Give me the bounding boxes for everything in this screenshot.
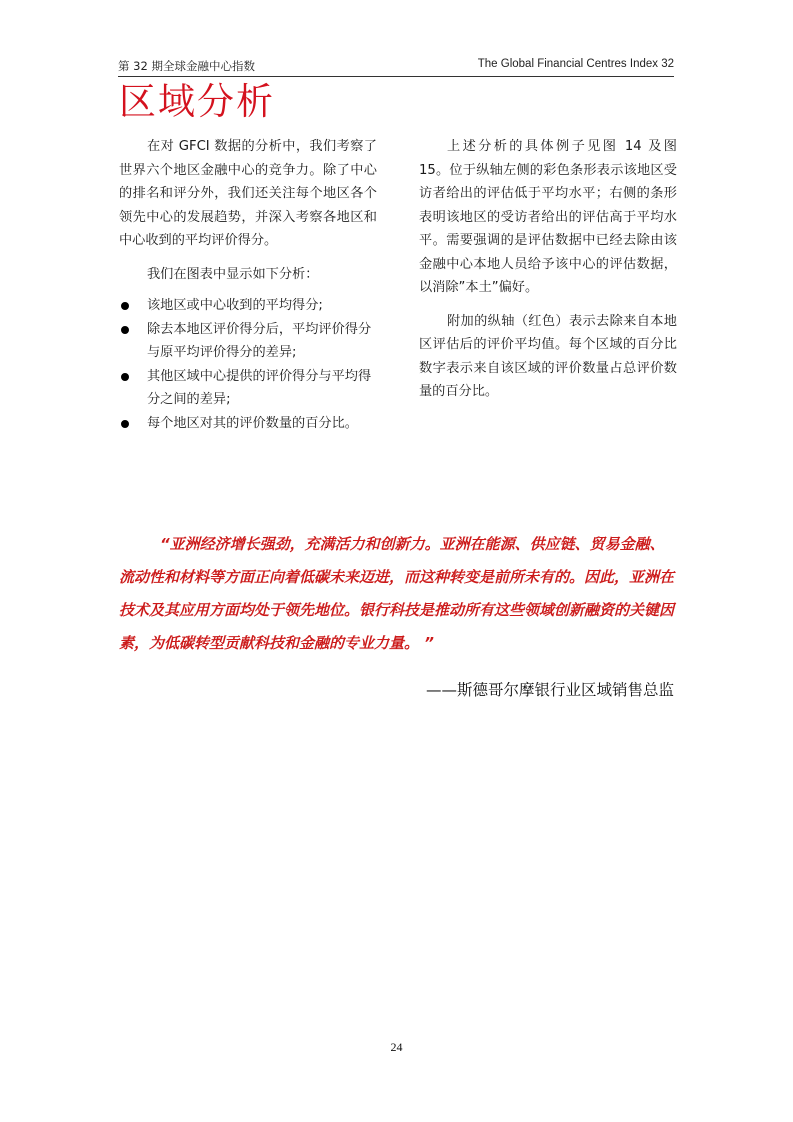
bullet-dot-icon	[121, 326, 129, 334]
quote-attribution: ——斯德哥尔摩银行业区域销售总监	[425, 681, 674, 699]
page-number: 24	[390, 1040, 403, 1054]
right-column	[419, 135, 677, 404]
right-paragraph-axis: 附加的纵轴（红色）表示去除来自本地区评估后的评价平均值。每个区域的百分比数字表示来自该区域的评价数量占总评价数量的百分比。	[419, 313, 677, 399]
bullet-item	[119, 412, 377, 436]
section-title: 区域分析	[119, 80, 275, 123]
header-english-title: The Global Financial Centres Index 32	[477, 58, 674, 70]
header-chinese-title: 第 32 期全球金融中心指数	[118, 59, 255, 73]
analysis-bullet-list	[119, 294, 377, 435]
left-paragraph-intro: 在对 GFCI 数据的分析中，我们考察了世界六个地区金融中心的竞争力。除了中心的排名和评分外，我们还关注每个地区各个领先中心的发展趋势，并深入考察各地区和中心收到的平均评价得分。	[119, 139, 377, 248]
left-column	[119, 135, 377, 435]
bullet-text: 其他区域中心提供的评价得分与平均得分之间的差异;	[147, 368, 372, 407]
pull-quote	[119, 528, 679, 660]
quote-text: “亚洲经济增长强劲，充满活力和创新力。亚洲在能源、供应链、贸易金融、流动性和材料等方面正向着低碳未来迈进，而这种转变是前所未有的。因此，亚洲在技术及其应用方面均处于领先地位。银行科技是推动所有这些领域创新融资的关键因素，为低碳转型贡献科技和金融的专业力量。 ”	[119, 535, 675, 652]
bullet-text: 该地区或中心收到的平均得分;	[147, 298, 323, 313]
page-header	[118, 58, 674, 76]
bullet-dot-icon	[121, 302, 129, 310]
bullet-item	[119, 318, 377, 365]
bullet-text: 除去本地区评价得分后，平均评价得分与原平均评价得分的差异;	[147, 321, 372, 360]
left-paragraph-lead: 我们在图表中显示如下分析：	[147, 266, 319, 282]
bullet-item	[119, 365, 377, 412]
bullet-dot-icon	[121, 373, 129, 381]
bullet-text: 每个地区对其的评价数量的百分比。	[147, 415, 358, 431]
bullet-item	[119, 294, 377, 318]
right-paragraph-examples: 上述分析的具体例子见图 14 及图 15。位于纵轴左侧的彩色条形表示该地区受访者给出的评估低于平均水平；右侧的条形表明该地区的受访者给出的评估高于平均水平。需要强调的是评估数据中已经去除由该金融中心本地人员给予该中心的评估数据，以消除”本土”偏好。	[419, 139, 677, 295]
bullet-dot-icon	[121, 420, 129, 428]
